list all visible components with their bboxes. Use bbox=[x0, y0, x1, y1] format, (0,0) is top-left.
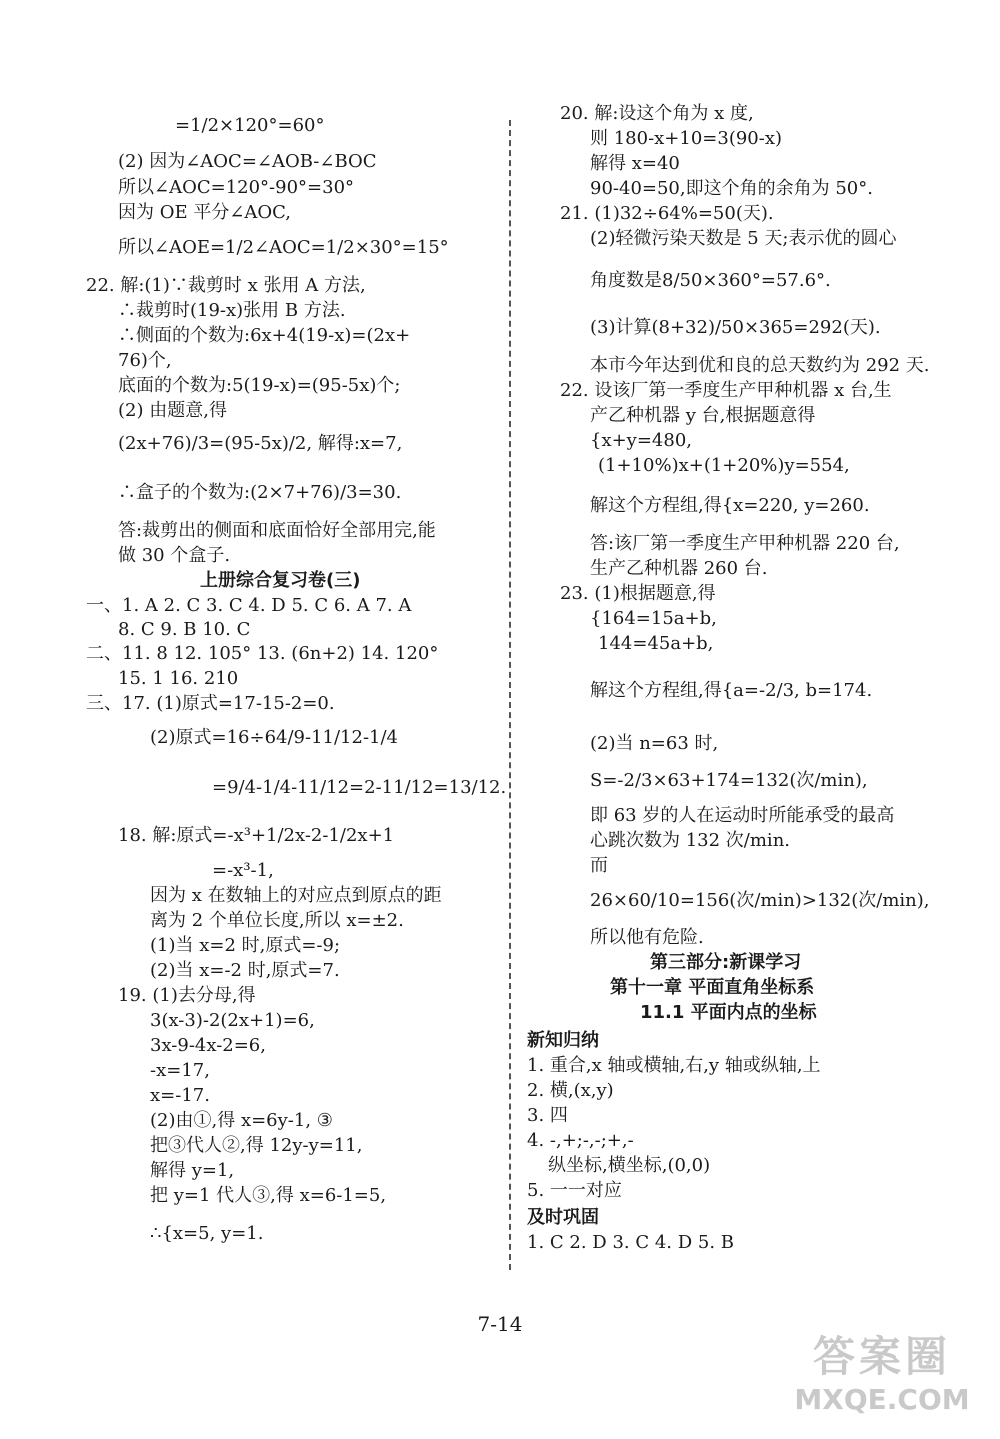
heading-line: 11.1 平面内点的坐标 bbox=[640, 1002, 817, 1023]
text-line: 三、17. (1)原式=17-15-2=0. bbox=[86, 693, 335, 714]
text-line: (2)原式=16÷64/9-11/12-1/4 bbox=[150, 727, 398, 748]
text-line: 21. (1)32÷64%=50(天). bbox=[560, 203, 774, 224]
text-line: 纵坐标,横坐标,(0,0) bbox=[548, 1155, 711, 1176]
text-line: {x+y=480, bbox=[590, 430, 693, 451]
text-line: 所以他有危险. bbox=[590, 927, 704, 948]
text-line: S=-2/3×63+174=132(次/min), bbox=[590, 770, 868, 791]
text-line: 4. -,+;-,-;+,- bbox=[527, 1130, 634, 1151]
text-line: 23. (1)根据题意,得 bbox=[560, 583, 716, 604]
text-line: =9/4-1/4-11/12=2-11/12=13/12. bbox=[212, 777, 507, 798]
text-line: 19. (1)去分母,得 bbox=[118, 985, 256, 1006]
text-line: (2x+76)/3=(95-5x)/2, 解得:x=7, bbox=[118, 433, 403, 454]
text-line: 解得 y=1, bbox=[150, 1160, 235, 1181]
text-line: 心跳次数为 132 次/min. bbox=[590, 830, 791, 851]
text-line: =-x³-1, bbox=[212, 860, 274, 881]
text-line: 本市今年达到优和良的总天数约为 292 天. bbox=[590, 355, 930, 376]
text-line: 所以∠AOC=120°-90°=30° bbox=[118, 177, 355, 198]
text-line: (2)当 n=63 时, bbox=[590, 733, 719, 754]
text-line: 22. 设该厂第一季度生产甲种机器 x 台,生 bbox=[560, 380, 892, 401]
text-line: 1. 重合,x 轴或横轴,右,y 轴或纵轴,上 bbox=[527, 1055, 821, 1076]
text-line: 答:该厂第一季度生产甲种机器 220 台, bbox=[590, 533, 900, 554]
text-line: (2) 由题意,得 bbox=[118, 400, 227, 421]
text-line: (2)轻微污染天数是 5 天;表示优的圆心 bbox=[590, 228, 897, 249]
text-line: 底面的个数为:5(19-x)=(95-5x)个; bbox=[118, 375, 401, 396]
text-line: (2) 因为∠AOC=∠AOB-∠BOC bbox=[118, 151, 377, 172]
text-line: 离为 2 个单位长度,所以 x=±2. bbox=[150, 910, 404, 931]
text-line: 所以∠AOE=1/2∠AOC=1/2×30°=15° bbox=[118, 237, 449, 258]
text-line: 因为 x 在数轴上的对应点到原点的距 bbox=[150, 885, 442, 906]
text-line: ∴侧面的个数为:6x+4(19-x)=(2x+ bbox=[118, 325, 411, 346]
watermark bbox=[782, 1331, 982, 1431]
text-line: 而 bbox=[590, 855, 608, 876]
text-line: 则 180-x+10=3(90-x) bbox=[590, 128, 783, 149]
text-line: x=-17. bbox=[150, 1085, 210, 1106]
text-line: 20. 解:设这个角为 x 度, bbox=[560, 103, 754, 124]
text-line: 把 y=1 代人③,得 x=6-1=5, bbox=[150, 1185, 387, 1206]
text-line: 生产乙种机器 260 台. bbox=[590, 558, 768, 579]
watermark-url: MXQE.COM bbox=[794, 1383, 970, 1416]
text-line: 144=45a+b, bbox=[598, 633, 714, 654]
text-line: 解这个方程组,得{a=-2/3, b=174. bbox=[590, 680, 873, 701]
watermark-text: 答案圈 bbox=[812, 1332, 951, 1381]
heading-line: 及时巩固 bbox=[527, 1207, 599, 1228]
heading-line: 第三部分:新课学习 bbox=[650, 952, 802, 973]
text-line: 3x-9-4x-2=6, bbox=[150, 1035, 266, 1056]
text-line: 做 30 个盒子. bbox=[118, 545, 231, 566]
text-line: 答:裁剪出的侧面和底面恰好全部用完,能 bbox=[118, 520, 436, 541]
text-line: 解这个方程组,得{x=220, y=260. bbox=[590, 495, 870, 516]
text-line: 5. 一一对应 bbox=[527, 1180, 622, 1201]
heading-line: 上册综合复习卷(三) bbox=[200, 570, 361, 591]
heading-line: 第十一章 平面直角坐标系 bbox=[610, 977, 815, 998]
text-line: 产乙种机器 y 台,根据题意得 bbox=[590, 405, 816, 426]
text-line: 8. C 9. B 10. C bbox=[118, 619, 251, 640]
text-line: 90-40=50,即这个角的余角为 50°. bbox=[590, 178, 873, 199]
text-line: ∴{x=5, y=1. bbox=[150, 1223, 264, 1244]
text-line: ∴盒子的个数为:(2×7+76)/3=30. bbox=[118, 482, 402, 503]
text-line: 22. 解:(1)∵裁剪时 x 张用 A 方法, bbox=[86, 275, 366, 296]
text-line: 二、11. 8 12. 105° 13. (6n+2) 14. 120° bbox=[86, 643, 439, 664]
text-line: 角度数是8/50×360°=57.6°. bbox=[590, 270, 831, 291]
text-line: 把③代人②,得 12y-y=11, bbox=[150, 1135, 363, 1156]
text-line: 26×60/10=156(次/min)>132(次/min), bbox=[590, 890, 930, 911]
column-divider bbox=[509, 120, 511, 1270]
text-line: 因为 OE 平分∠AOC, bbox=[118, 202, 292, 223]
text-line: 3. 四 bbox=[527, 1105, 568, 1126]
text-line: 1. C 2. D 3. C 4. D 5. B bbox=[527, 1232, 734, 1253]
text-line: {164=15a+b, bbox=[590, 608, 717, 629]
text-line: 3(x-3)-2(2x+1)=6, bbox=[150, 1010, 315, 1031]
text-line: 2. 横,(x,y) bbox=[527, 1080, 614, 1101]
text-line: (1)当 x=2 时,原式=-9; bbox=[150, 935, 341, 956]
text-line: 即 63 岁的人在运动时所能承受的最高 bbox=[590, 805, 895, 826]
text-line: (2)当 x=-2 时,原式=7. bbox=[150, 960, 340, 981]
text-line: (2)由①,得 x=6y-1, ③ bbox=[150, 1110, 333, 1131]
text-line: =1/2×120°=60° bbox=[175, 115, 325, 136]
text-line: 15. 1 16. 210 bbox=[118, 668, 239, 689]
text-line: 76)个, bbox=[118, 350, 172, 371]
text-line: 18. 解:原式=-x³+1/2x-2-1/2x+1 bbox=[118, 825, 395, 846]
heading-line: 新知归纳 bbox=[527, 1030, 599, 1051]
text-line: 一、1. A 2. C 3. C 4. D 5. C 6. A 7. A bbox=[86, 595, 412, 616]
text-line: (3)计算(8+32)/50×365=292(天). bbox=[590, 317, 881, 338]
text-line: 解得 x=40 bbox=[590, 153, 680, 174]
page-number: 7-14 bbox=[477, 1312, 523, 1336]
text-line: ∴裁剪时(19-x)张用 B 方法. bbox=[118, 300, 346, 321]
text-line: (1+10%)x+(1+20%)y=554, bbox=[598, 455, 850, 476]
text-line: -x=17, bbox=[150, 1060, 210, 1081]
